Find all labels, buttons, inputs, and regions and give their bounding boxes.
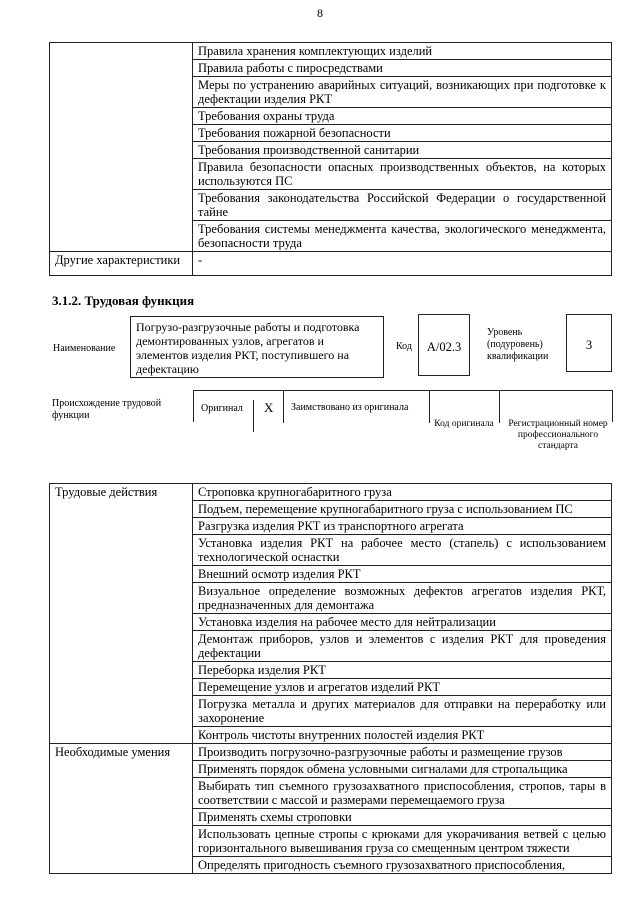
original-label: Оригинал (201, 403, 243, 414)
level-value: 3 (566, 314, 612, 372)
actions-label: Трудовые действия (50, 484, 193, 744)
page-number: 8 (317, 6, 323, 20)
borrowed-label: Заимствовано из оригинала (291, 402, 409, 413)
table-cell: Разгрузка изделия РКТ из транспортного агрегата (193, 518, 612, 535)
table-cell: Требования пожарной безопасности (193, 125, 612, 142)
table-cell: Требования производственной санитарии (193, 142, 612, 159)
table-row (50, 744, 612, 761)
table-cell: Производить погрузочно-разгрузочные работы и размещение грузов (193, 744, 612, 761)
table-cell: Правила безопасности опасных производственных объектов, на которых используются ПС (193, 159, 612, 190)
table-row (50, 43, 612, 60)
table-cell: Установка изделия на рабочее место для нейтрализации (193, 614, 612, 631)
table-cell: Использовать цепные стропы с крюками для укорачивания ветвей с целью горизонтального вывешивания груза со смещенным центром тяжести (193, 826, 612, 857)
table-row (50, 252, 612, 276)
table-cell: Строповка крупногабаритного груза (193, 484, 612, 501)
table-cell: Демонтаж приборов, узлов и элементов с изделия РКТ для проведения дефектации (193, 631, 612, 662)
function-table (49, 483, 612, 874)
knowledge-table (49, 42, 612, 276)
table-cell: Перемещение узлов и агрегатов изделий РКТ (193, 679, 612, 696)
table-cell: Требования системы менеджмента качества, экологического менеджмента, безопасности труда (193, 221, 612, 252)
table-cell: Контроль чистоты внутренних полостей изделия РКТ (193, 727, 612, 744)
skills-label: Необходимые умения (50, 744, 193, 874)
code-caption: Код оригинала (434, 419, 494, 429)
table-cell: Применять схемы строповки (193, 809, 612, 826)
table-cell: Погрузка металла и других материалов для отправки на переработку или захоронение (193, 696, 612, 727)
table-cell: Установка изделия РКТ на рабочее место (стапель) с использованием технологической оснастки (193, 535, 612, 566)
table-cell: Визуальное определение возможных дефектов агрегатов изделия РКТ, предназначенных для демонтажа (193, 583, 612, 614)
origin-label: Происхождение трудовой функции (52, 398, 162, 421)
table-cell: Требования законодательства Российской Федерации о государственной тайне (193, 190, 612, 221)
name-label: Наименование (53, 343, 116, 354)
function-name: Погрузо-разгрузочные работы и подготовка демонтированных узлов, агрегатов и элементов изделия РКТ, поступившего на дефектацию (130, 316, 384, 378)
function-code: А/02.3 (418, 314, 470, 376)
level-label: Уровень (подуровень) квалификации (487, 327, 549, 362)
table-cell: Выбирать тип съемного грузозахватного приспособления, стропов, тары в соответствии с массой и размерами перемещаемого груза (193, 778, 612, 809)
table-row (50, 484, 612, 501)
origin-box (193, 390, 613, 422)
code-label: Код (396, 341, 412, 352)
table-cell: Применять порядок обмена условными сигналами для стропальщика (193, 761, 612, 778)
table-cell: Требования охраны труда (193, 108, 612, 125)
other-characteristics-label: Другие характеристики (50, 252, 193, 276)
original-mark: X (264, 400, 274, 415)
other-characteristics-value: - (193, 252, 612, 276)
reg-caption: Регистрационный номер профессионального стандарта (508, 419, 608, 451)
table-cell: Правила хранения комплектующих изделий (193, 43, 612, 60)
table-cell: Правила работы с пиросредствами (193, 60, 612, 77)
table-cell: Меры по устранению аварийных ситуаций, возникающих при подготовке к дефектации изделия РКТ (193, 77, 612, 108)
table-cell: Внешний осмотр изделия РКТ (193, 566, 612, 583)
section-title: 3.1.2. Трудовая функция (52, 293, 195, 308)
table-cell: Подъем, перемещение крупногабаритного груза с использованием ПС (193, 501, 612, 518)
table-cell: Переборка изделия РКТ (193, 662, 612, 679)
table-cell: Определять пригодность съемного грузозахватного приспособления, (193, 857, 612, 874)
